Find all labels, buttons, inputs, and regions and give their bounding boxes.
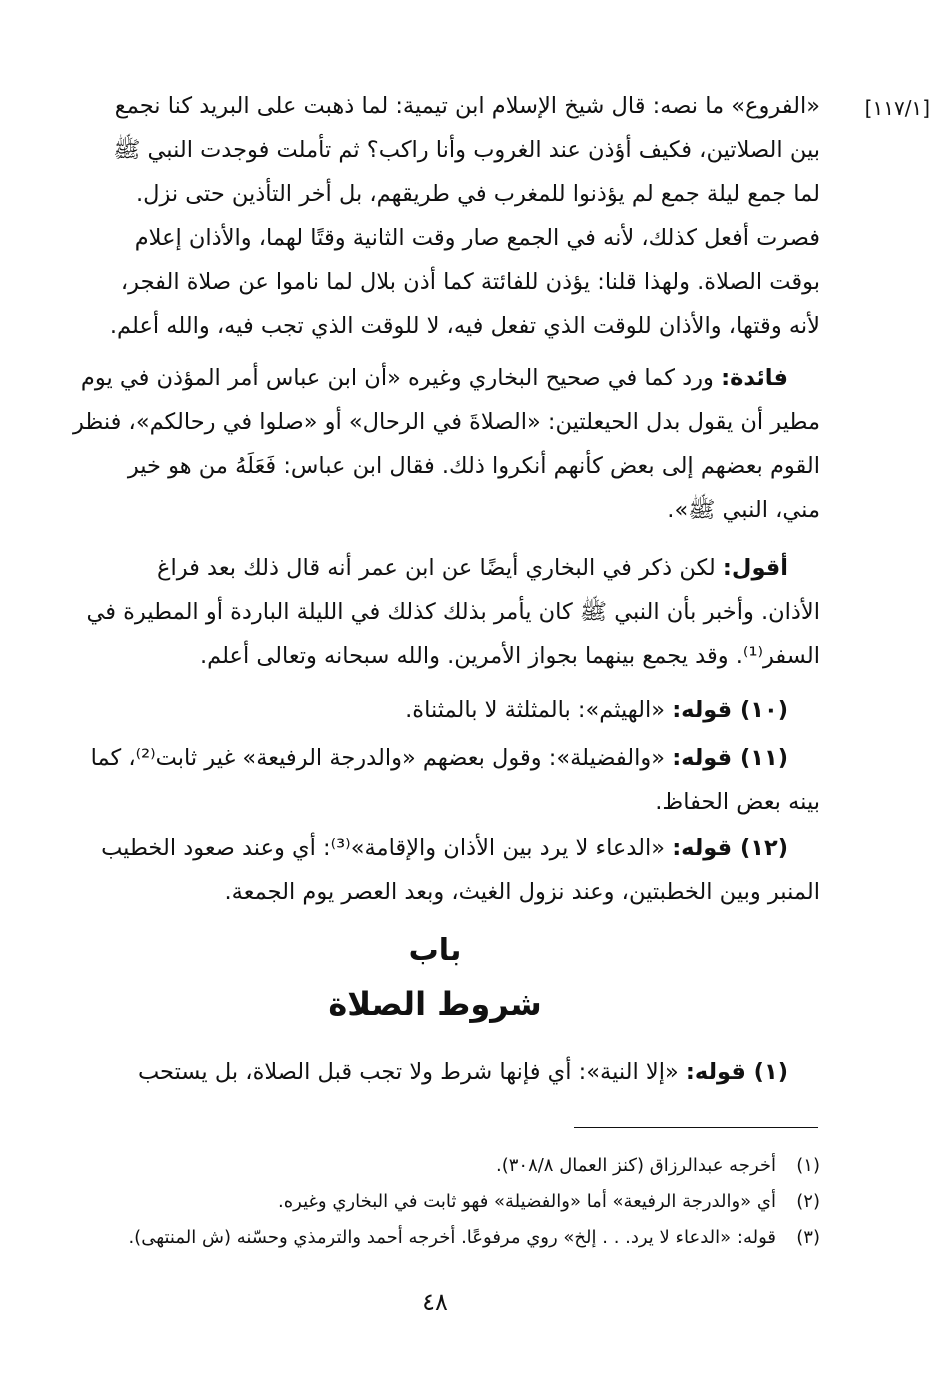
text-line: بين الصلاتين، فكيف أؤذن عند الغروب وأنا راكب؟ ثم تأملت فوجدت النبي ﷺ: [113, 137, 820, 163]
item-12-label: (١٢) قوله:: [672, 835, 788, 861]
footnotes: [120, 1148, 820, 1256]
text-line: القوم بعضهم إلى بعض كأنهم أنكروا ذلك. فقال ابن عباس: فَعَلَهُ من هو خير: [127, 453, 820, 479]
footnote-number: (١): [796, 1155, 820, 1176]
paragraph-item-11: [46, 736, 820, 824]
text-line: بينه بعض الحفاظ.: [655, 789, 820, 815]
item-11-label: (١١) قوله:: [672, 745, 788, 771]
text-run: «الدعاء لا يرد بين الأذان والإقامة»⁽³⁾: أي وعند صعود الخطيب: [101, 835, 666, 861]
text-line: [46, 826, 820, 870]
text-line: [46, 546, 820, 590]
text-line: «الفروع» ما نصه: قال شيخ الإسلام ابن تيمية: لما ذهبت على البريد كنا نجمع: [114, 93, 820, 119]
text-run: «والفضيلة»: وقول بعضهم «والدرجة الرفيعة» غير ثابت⁽²⁾، كما: [90, 745, 666, 771]
footnote-separator: [574, 1127, 818, 1128]
text-line: [46, 688, 820, 732]
section-title: شروط الصلاة: [328, 985, 542, 1023]
text-line: المنبر وبين الخطبتين، وعند نزول الغيث، وبعد العصر يوم الجمعة.: [224, 879, 820, 905]
footnote-item: [120, 1148, 820, 1184]
paragraph-furu-quote: [46, 84, 820, 348]
aqool-label: أقول:: [722, 555, 788, 581]
text-line: لأنه وقتها، والأذان للوقت الذي تفعل فيه، لا للوقت الذي تجب فيه، والله أعلم.: [109, 313, 820, 339]
text-line: [46, 356, 820, 400]
footnote-item: [120, 1184, 820, 1220]
text-line: مطير أن يقول بدل الحيعلتين: «الصلاةَ في الرحال» أو «صلوا في رحالكم»، فنظر: [72, 409, 820, 435]
text-line: [46, 736, 820, 780]
footnote-item: [120, 1220, 820, 1256]
text-line: [46, 1050, 820, 1094]
text-run: «إلا النية»: أي فإنها شرط ولا تجب قبل الصلاة، بل يستحب: [137, 1059, 679, 1085]
item-1-label: (١) قوله:: [685, 1059, 788, 1085]
paragraph-faida: [46, 356, 820, 532]
footnote-number: (٣): [796, 1227, 820, 1248]
text-line: فصرت أفعل كذلك، لأنه في الجمع صار وقت الثانية وقتًا لهما، والأذان إعلام: [134, 225, 820, 251]
text-line: لما جمع ليلة جمع لم يؤذنوا للمغرب في طريقهم، بل أخر التأذين حتى نزل.: [135, 181, 820, 207]
text-line: السفر⁽¹⁾. وقد يجمع بينهما بجواز الأمرين. والله سبحانه وتعالى أعلم.: [199, 643, 820, 669]
paragraph-item-12: [46, 826, 820, 914]
footnote-number: (٢): [796, 1191, 820, 1212]
paragraph-item-1: [46, 1050, 820, 1094]
margin-reference: [١١٧/١]: [864, 96, 930, 120]
footnote-text: أخرجه عبدالرزاق (كنز العمال ٣٠٨/٨).: [495, 1155, 776, 1176]
text-run: ورد كما في صحيح البخاري وغيره «أن ابن عباس أمر المؤذن في يوم: [80, 365, 714, 391]
page-number: ٤٨: [422, 1288, 448, 1316]
paragraph-aqool: [46, 546, 820, 678]
chapter-heading: باب: [408, 933, 462, 968]
text-line: مني، النبي ﷺ».: [667, 497, 820, 523]
text-line: الأذان. وأخبر بأن النبي ﷺ كان يأمر بذلك كذلك في الليلة الباردة أو المطيرة في: [86, 599, 820, 625]
item-10-label: (١٠) قوله:: [672, 697, 788, 723]
faida-label: فائدة:: [721, 365, 788, 391]
text-run: «الهيثم»: بالمثلثة لا بالمثناة.: [405, 697, 666, 723]
text-run: لكن ذكر في البخاري أيضًا عن ابن عمر أنه قال ذلك بعد فراغ: [157, 555, 716, 581]
footnote-text: قوله: «الدعاء لا يرد. . . إلخ» روي مرفوعًا. أخرجه أحمد والترمذي وحسّنه (ش المنتهى).: [128, 1227, 776, 1248]
footnote-text: أي «والدرجة الرفيعة» أما «والفضيلة» فهو ثابت في البخاري وغيره.: [278, 1191, 776, 1212]
text-line: بوقت الصلاة. ولهذا قلنا: يؤذن للفائتة كما أذن بلال لما ناموا عن صلاة الفجر،: [120, 269, 820, 295]
paragraph-item-10: [46, 688, 820, 732]
